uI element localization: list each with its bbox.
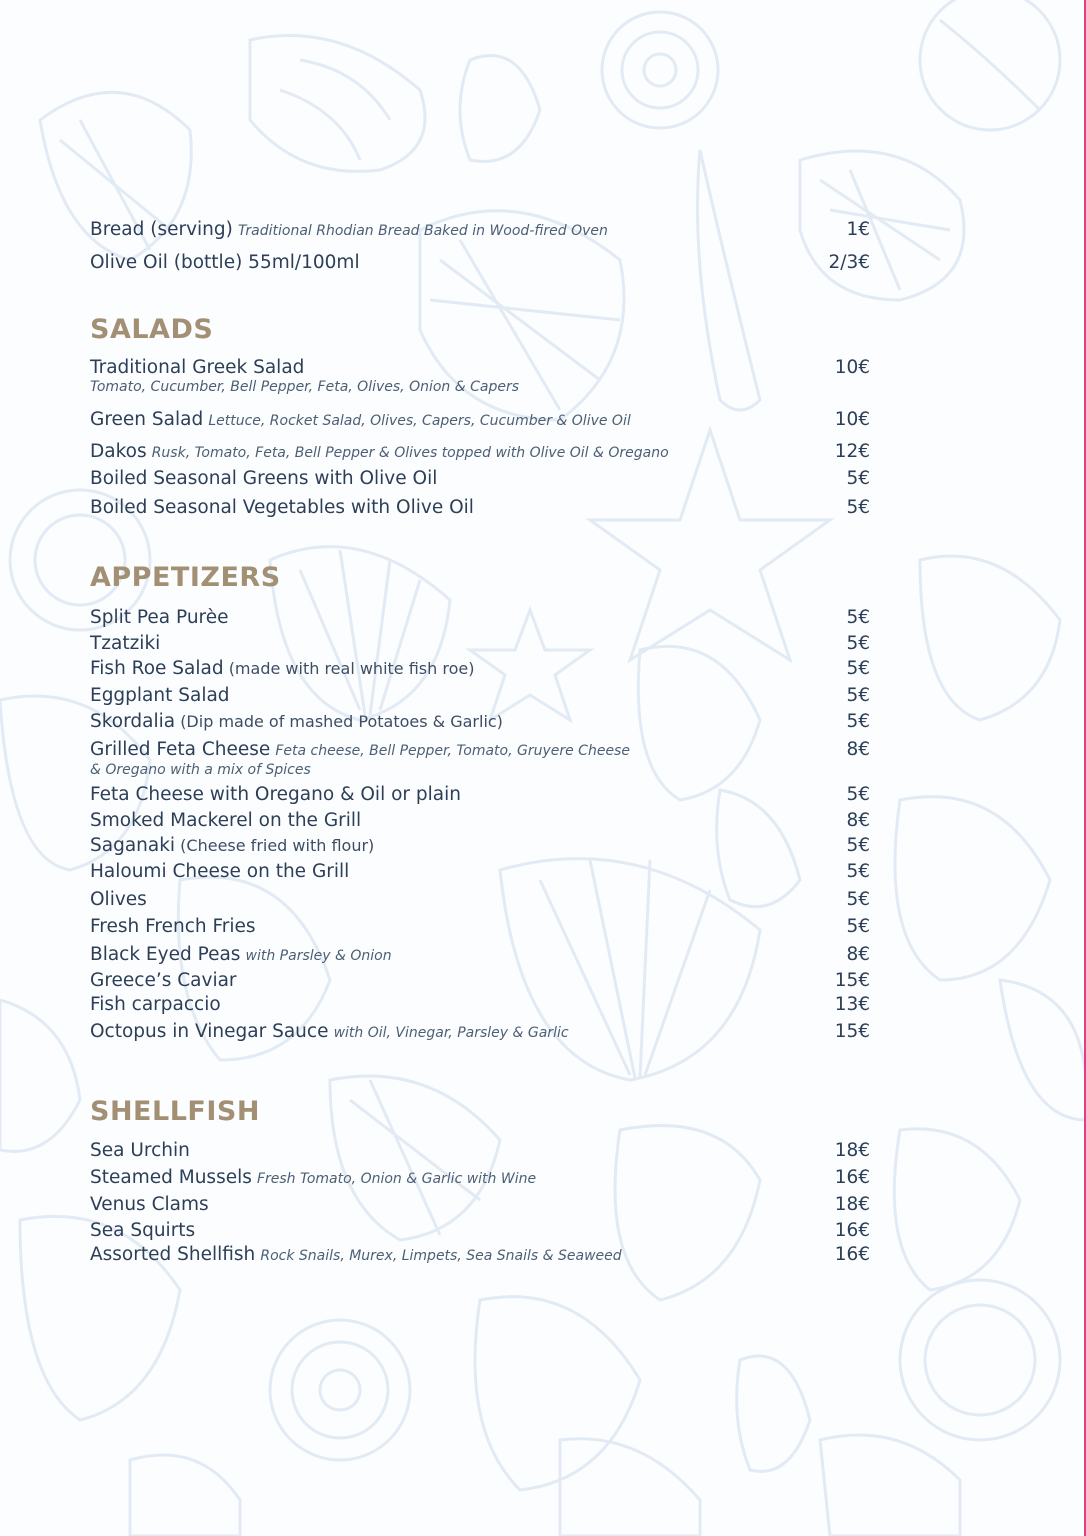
menu-item xyxy=(90,607,870,629)
menu-item xyxy=(90,739,870,779)
item-name: Tzatziki xyxy=(90,633,161,654)
item-name: Fish carpaccio xyxy=(90,994,221,1015)
item-price: 5€ xyxy=(846,784,870,805)
item-note: (made with real white fish roe) xyxy=(228,659,475,678)
item-name: Boiled Seasonal Greens with Olive Oil xyxy=(90,468,438,489)
item-name: Feta Cheese with Oregano & Oil or plain xyxy=(90,784,461,805)
item-name: Steamed Mussels xyxy=(90,1167,252,1188)
menu-item xyxy=(90,835,870,857)
item-note: (Cheese fried with flour) xyxy=(180,836,375,855)
item-description: with Parsley & Onion xyxy=(245,948,392,964)
item-name: Green Salad xyxy=(90,409,204,430)
item-name: Sea Squirts xyxy=(90,1220,196,1241)
item-description: with Oil, Vinegar, Parsley & Garlic xyxy=(333,1025,569,1041)
item-price: 1€ xyxy=(846,219,870,240)
item-price: 8€ xyxy=(846,739,870,760)
menu-item xyxy=(90,889,870,911)
item-name: Fish Roe Salad xyxy=(90,658,224,679)
item-name: Skordalia xyxy=(90,711,176,732)
item-price: 15€ xyxy=(834,1021,870,1042)
menu-item xyxy=(90,497,870,519)
item-price: 16€ xyxy=(834,1167,870,1188)
item-price: 13€ xyxy=(834,994,870,1015)
menu-item xyxy=(90,916,870,938)
item-price: 5€ xyxy=(846,497,870,518)
menu-item-olive-oil xyxy=(90,252,870,274)
item-name: Fresh French Fries xyxy=(90,916,256,937)
menu-item xyxy=(90,1021,870,1044)
menu-item xyxy=(90,861,870,883)
item-name: Haloumi Cheese on the Grill xyxy=(90,861,350,882)
item-name: Olive Oil (bottle) 55ml/100ml xyxy=(90,252,360,273)
item-name: Saganaki xyxy=(90,835,176,856)
item-price: 10€ xyxy=(834,409,870,430)
item-price: 12€ xyxy=(834,441,870,462)
item-name: Split Pea Purèe xyxy=(90,607,229,628)
menu-item xyxy=(90,1140,870,1162)
item-description: Lettuce, Rocket Salad, Olives, Capers, Cucumber & Olive Oil xyxy=(208,413,631,429)
menu-item xyxy=(90,658,870,680)
menu-item xyxy=(90,994,870,1016)
item-price: 8€ xyxy=(846,944,870,965)
menu-item xyxy=(90,810,870,832)
menu-item xyxy=(90,468,870,490)
menu-item xyxy=(90,970,870,992)
menu-item xyxy=(90,944,870,967)
menu-item xyxy=(90,1167,870,1190)
item-name: Eggplant Salad xyxy=(90,685,230,706)
item-name: Sea Urchin xyxy=(90,1140,190,1161)
menu-item xyxy=(90,1194,870,1216)
item-price: 5€ xyxy=(846,889,870,910)
menu-item xyxy=(90,1220,870,1242)
item-name: Black Eyed Peas xyxy=(90,944,241,965)
item-price: 5€ xyxy=(846,861,870,882)
item-price: 5€ xyxy=(846,835,870,856)
section-heading-salads: SALADS xyxy=(90,314,214,345)
item-name: Traditional Greek Salad xyxy=(90,357,305,378)
item-price: 10€ xyxy=(834,357,870,378)
item-price: 5€ xyxy=(846,607,870,628)
item-description: Traditional Rhodian Bread Baked in Wood-fired Oven xyxy=(237,223,608,239)
item-name: Boiled Seasonal Vegetables with Olive Oil xyxy=(90,497,474,518)
item-price: 5€ xyxy=(846,916,870,937)
menu-item xyxy=(90,1244,870,1267)
item-description: Tomato, Cucumber, Bell Pepper, Feta, Olives, Onion & Capers xyxy=(90,379,520,395)
item-name: Octopus in Vinegar Sauce xyxy=(90,1021,329,1042)
item-description: Rock Snails, Murex, Limpets, Sea Snails & Seaweed xyxy=(260,1248,622,1264)
item-name: Venus Clams xyxy=(90,1194,209,1215)
item-description: Fresh Tomato, Onion & Garlic with Wine xyxy=(256,1171,537,1187)
menu-item xyxy=(90,409,870,432)
item-price: 16€ xyxy=(834,1220,870,1241)
menu-item xyxy=(90,784,870,806)
menu-item xyxy=(90,441,870,464)
item-name: Grilled Feta Cheese xyxy=(90,739,271,760)
item-price: 2/3€ xyxy=(828,252,870,273)
item-price: 5€ xyxy=(846,685,870,706)
item-price: 5€ xyxy=(846,633,870,654)
item-price: 5€ xyxy=(846,658,870,679)
item-name: Bread (serving) xyxy=(90,219,233,240)
item-name: Greece’s Caviar xyxy=(90,970,237,991)
item-description: Rusk, Tomato, Feta, Bell Pepper & Olives topped with Olive Oil & Oregano xyxy=(151,445,669,461)
item-price: 18€ xyxy=(834,1194,870,1215)
item-price: 8€ xyxy=(846,810,870,831)
item-name: Assorted Shellfish xyxy=(90,1244,256,1265)
item-name: Smoked Mackerel on the Grill xyxy=(90,810,362,831)
item-name: Olives xyxy=(90,889,147,910)
section-heading-shellfish: SHELLFISH xyxy=(90,1096,260,1127)
menu-item xyxy=(90,357,870,396)
menu-item xyxy=(90,685,870,707)
item-description: Feta cheese, Bell Pepper, Tomato, Gruyere Cheese xyxy=(275,743,630,759)
item-description-cont: & Oregano with a mix of Spices xyxy=(90,762,311,778)
item-price: 5€ xyxy=(846,468,870,489)
item-price: 18€ xyxy=(834,1140,870,1161)
item-price: 16€ xyxy=(834,1244,870,1265)
item-price: 15€ xyxy=(834,970,870,991)
item-price: 5€ xyxy=(846,711,870,732)
section-heading-appetizers: APPETIZERS xyxy=(90,562,281,593)
item-name: Dakos xyxy=(90,441,147,462)
menu-item xyxy=(90,633,870,655)
menu-item-bread xyxy=(90,219,870,242)
item-note: (Dip made of mashed Potatoes & Garlic) xyxy=(180,712,503,731)
menu-item xyxy=(90,711,870,733)
